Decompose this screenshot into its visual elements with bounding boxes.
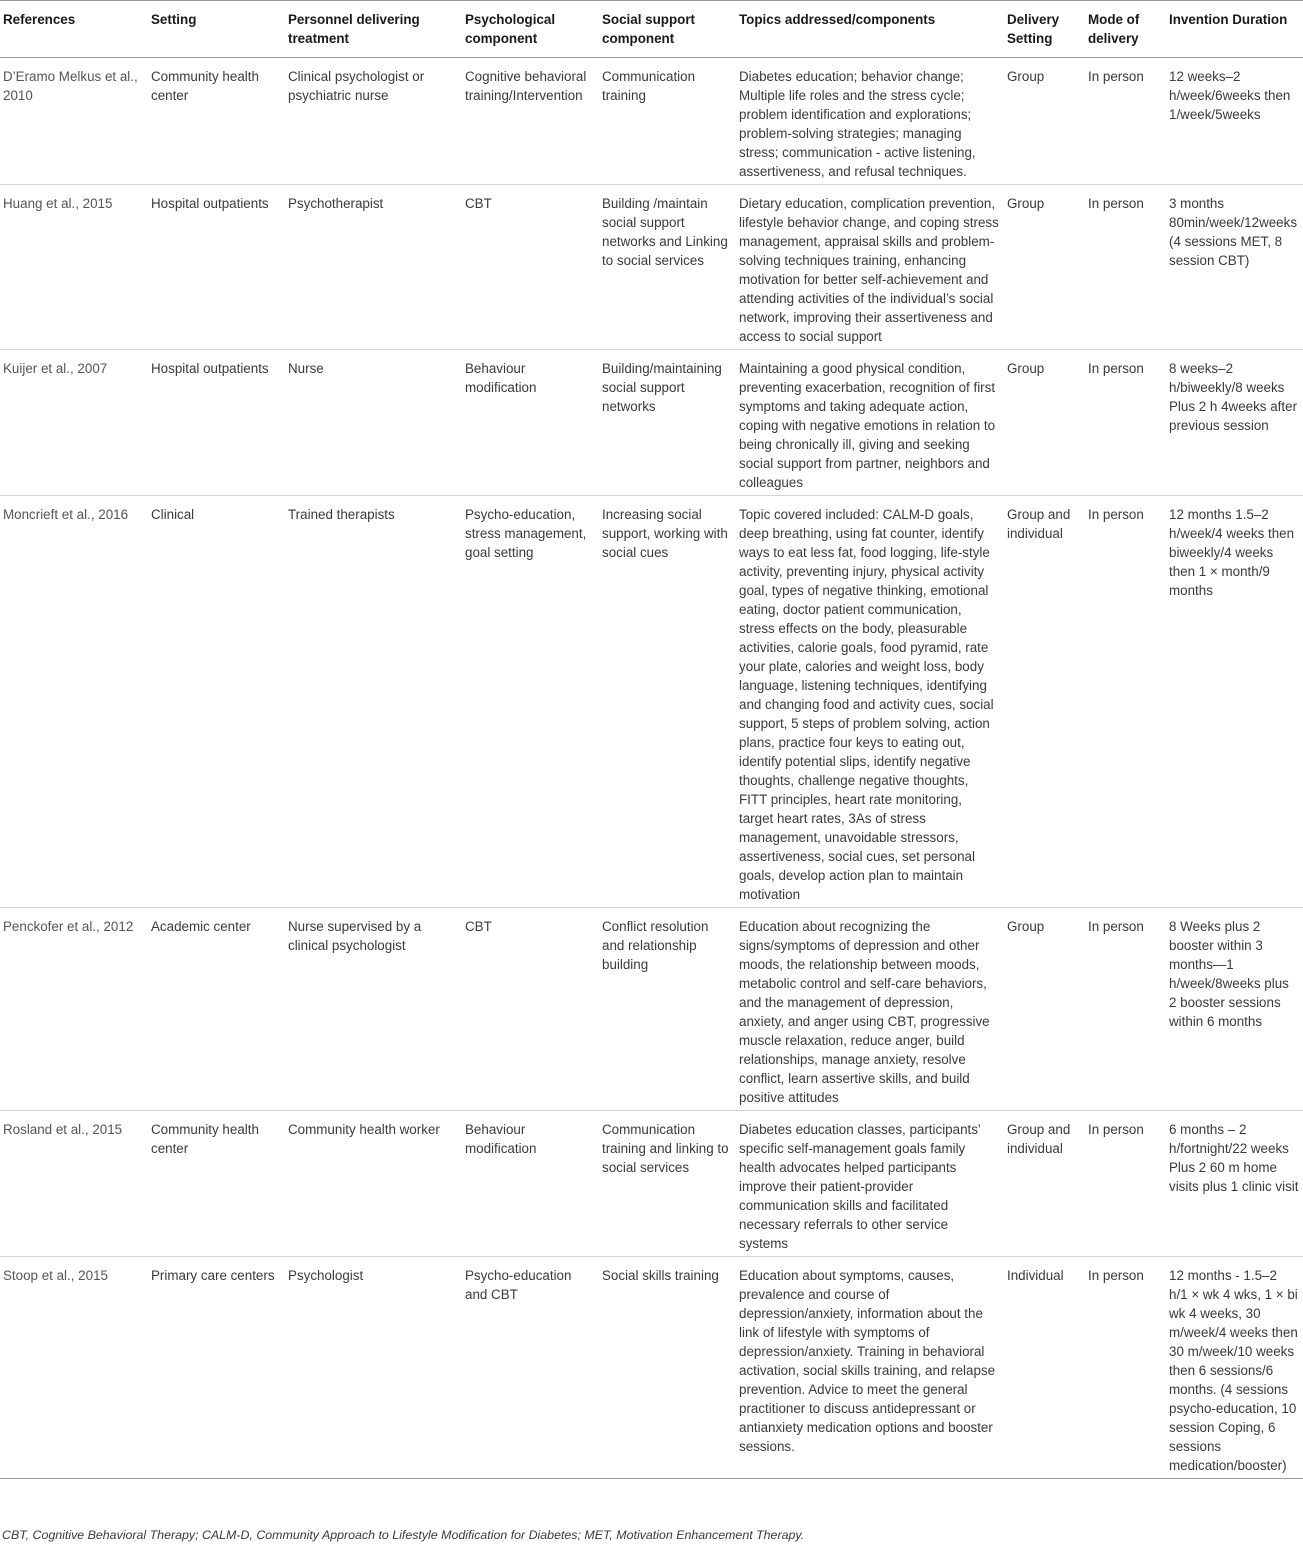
cell-mode: In person xyxy=(1084,58,1165,185)
table-row xyxy=(0,908,1303,1111)
cell-social-support: Communication training xyxy=(598,58,735,185)
cell-delivery-setting: Group xyxy=(1003,350,1084,496)
cell-reference: D’Eramo Melkus et al., 2010 xyxy=(0,58,147,185)
cell-social-support: Communication training and linking to social services xyxy=(598,1111,735,1257)
table-row xyxy=(0,58,1303,185)
cell-mode: In person xyxy=(1084,908,1165,1111)
cell-psychological: Psycho-education and CBT xyxy=(461,1257,598,1479)
header-row xyxy=(0,1,1303,58)
table-row xyxy=(0,1111,1303,1257)
cell-setting: Primary care centers xyxy=(147,1257,284,1479)
cell-topics: Diabetes education; behavior change; Multiple life roles and the stress cycle; problem identification and explorations; problem-solving strategies; managing stress; communication - active listening, assertiveness, and refusal techniques. xyxy=(735,58,1003,185)
table-row xyxy=(0,185,1303,350)
table-row xyxy=(0,1257,1303,1479)
table-row xyxy=(0,496,1303,908)
cell-delivery-setting: Group xyxy=(1003,58,1084,185)
cell-delivery-setting: Individual xyxy=(1003,1257,1084,1479)
cell-social-support: Social skills training xyxy=(598,1257,735,1479)
cell-topics: Education about recognizing the signs/symptoms of depression and other moods, the relationship between moods, metabolic control and self-care behaviors, and the management of depression, anxiety, and anger using CBT, progressive muscle relaxation, reduce anger, build relationships, manage anxiety, resolve conflict, learn assertive skills, and build positive attitudes xyxy=(735,908,1003,1111)
cell-duration: 3 months 80min/week/12weeks (4 sessions MET, 8 session CBT) xyxy=(1165,185,1303,350)
cell-personnel: Community health worker xyxy=(284,1111,461,1257)
cell-setting: Community health center xyxy=(147,58,284,185)
header-references: References xyxy=(0,1,147,58)
cell-social-support: Conflict resolution and relationship building xyxy=(598,908,735,1111)
cell-social-support: Building /maintain social support networks and Linking to social services xyxy=(598,185,735,350)
cell-setting: Community health center xyxy=(147,1111,284,1257)
header-delivery-setting: Delivery Setting xyxy=(1003,1,1084,58)
cell-setting: Hospital outpatients xyxy=(147,350,284,496)
cell-mode: In person xyxy=(1084,1257,1165,1479)
cell-personnel: Nurse xyxy=(284,350,461,496)
cell-setting: Hospital outpatients xyxy=(147,185,284,350)
cell-duration: 8 Weeks plus 2 booster within 3 months—1 h/week/8weeks plus 2 booster sessions within 6 months xyxy=(1165,908,1303,1111)
cell-reference: Moncrieft et al., 2016 xyxy=(0,496,147,908)
cell-psychological: Cognitive behavioral training/Intervention xyxy=(461,58,598,185)
cell-personnel: Nurse supervised by a clinical psychologist xyxy=(284,908,461,1111)
header-personnel: Personnel delivering treatment xyxy=(284,1,461,58)
cell-topics: Maintaining a good physical condition, preventing exacerbation, recognition of first symptoms and taking adequate action, coping with negative emotions in relation to being chronically ill, giving and seeking social support from partner, neighbors and colleagues xyxy=(735,350,1003,496)
cell-social-support: Increasing social support, working with social cues xyxy=(598,496,735,908)
cell-psychological: Behaviour modification xyxy=(461,350,598,496)
header-social-support-component: Social support component xyxy=(598,1,735,58)
header-topics: Topics addressed/components xyxy=(735,1,1003,58)
cell-reference: Huang et al., 2015 xyxy=(0,185,147,350)
cell-personnel: Psychologist xyxy=(284,1257,461,1479)
cell-mode: In person xyxy=(1084,185,1165,350)
cell-topics: Education about symptoms, causes, prevalence and course of depression/anxiety, information about the link of lifestyle with symptoms of depression/anxiety. Training in behavioral activation, social skills training, and relapse prevention. Advice to meet the general practitioner to discuss antidepressant or antianxiety medication options and booster sessions. xyxy=(735,1257,1003,1479)
cell-personnel: Clinical psychologist or psychiatric nurse xyxy=(284,58,461,185)
cell-topics: Topic covered included: CALM-D goals, deep breathing, using fat counter, identify ways to eat less fat, food logging, life-style activity, preventing injury, physical activity goal, types of negative thinking, emotional eating, doctor patient communication, stress effects on the body, pleasurable activities, calorie goals, food pyramid, rate your plate, calories and weight loss, body language, listening techniques, identifying and changing food and activity cues, social support, 5 steps of problem solving, action plans, practice four keys to eating out, identify potential slips, identify negative thoughts, challenge negative thoughts, FITT principles, heart rate monitoring, target heart rates, 3As of stress management, unavoidable stressors, assertiveness, social cues, set personal goals, develop action plan to maintain motivation xyxy=(735,496,1003,908)
cell-social-support: Building/maintaining social support networks xyxy=(598,350,735,496)
table-footnote: CBT, Cognitive Behavioral Therapy; CALM-D, Community Approach to Lifestyle Modification for Diabetes; MET, Motivation Enhancement Therapy. xyxy=(2,1528,805,1542)
cell-duration: 12 months 1.5–2 h/week/4 weeks then biweekly/4 weeks then 1 × month/9 months xyxy=(1165,496,1303,908)
cell-reference: Penckofer et al., 2012 xyxy=(0,908,147,1111)
cell-setting: Academic center xyxy=(147,908,284,1111)
table-body xyxy=(0,58,1303,1479)
cell-reference: Rosland et al., 2015 xyxy=(0,1111,147,1257)
cell-delivery-setting: Group and individual xyxy=(1003,496,1084,908)
cell-personnel: Trained therapists xyxy=(284,496,461,908)
cell-psychological: Behaviour modification xyxy=(461,1111,598,1257)
cell-mode: In person xyxy=(1084,1111,1165,1257)
cell-delivery-setting: Group and individual xyxy=(1003,1111,1084,1257)
cell-psychological: Psycho-education, stress management, goal setting xyxy=(461,496,598,908)
cell-delivery-setting: Group xyxy=(1003,185,1084,350)
cell-psychological: CBT xyxy=(461,908,598,1111)
table-header xyxy=(0,1,1303,58)
cell-setting: Clinical xyxy=(147,496,284,908)
cell-duration: 12 weeks–2 h/week/6weeks then 1/week/5weeks xyxy=(1165,58,1303,185)
cell-duration: 12 months - 1.5–2 h/1 × wk 4 wks, 1 × bi wk 4 weeks, 30 m/week/4 weeks then 30 m/week/10 weeks then 6 sessions/6 months. (4 sessions psycho-education, 10 session Coping, 6 sessions medication/booster) xyxy=(1165,1257,1303,1479)
cell-topics: Diabetes education classes, participants’ specific self-management goals family health advocates helped participants improve their patient-provider communication skills and facilitated necessary referrals to other service systems xyxy=(735,1111,1003,1257)
header-psychological-component: Psychological component xyxy=(461,1,598,58)
cell-duration: 8 weeks–2 h/biweekly/8 weeks Plus 2 h 4weeks after previous session xyxy=(1165,350,1303,496)
header-setting: Setting xyxy=(147,1,284,58)
cell-mode: In person xyxy=(1084,496,1165,908)
cell-personnel: Psychotherapist xyxy=(284,185,461,350)
cell-mode: In person xyxy=(1084,350,1165,496)
header-mode-of-delivery: Mode of delivery xyxy=(1084,1,1165,58)
cell-delivery-setting: Group xyxy=(1003,908,1084,1111)
header-duration: Invention Duration xyxy=(1165,1,1303,58)
cell-reference: Stoop et al., 2015 xyxy=(0,1257,147,1479)
table-row xyxy=(0,350,1303,496)
cell-reference: Kuijer et al., 2007 xyxy=(0,350,147,496)
cell-psychological: CBT xyxy=(461,185,598,350)
cell-duration: 6 months – 2 h/fortnight/22 weeks Plus 2 60 m home visits plus 1 clinic visit xyxy=(1165,1111,1303,1257)
cell-topics: Dietary education, complication prevention, lifestyle behavior change, and coping stress management, appraisal skills and problem-solving techniques training, enhancing motivation for better self-achievement and attending activities of the individual’s social network, improving their assertiveness and access to social support xyxy=(735,185,1003,350)
